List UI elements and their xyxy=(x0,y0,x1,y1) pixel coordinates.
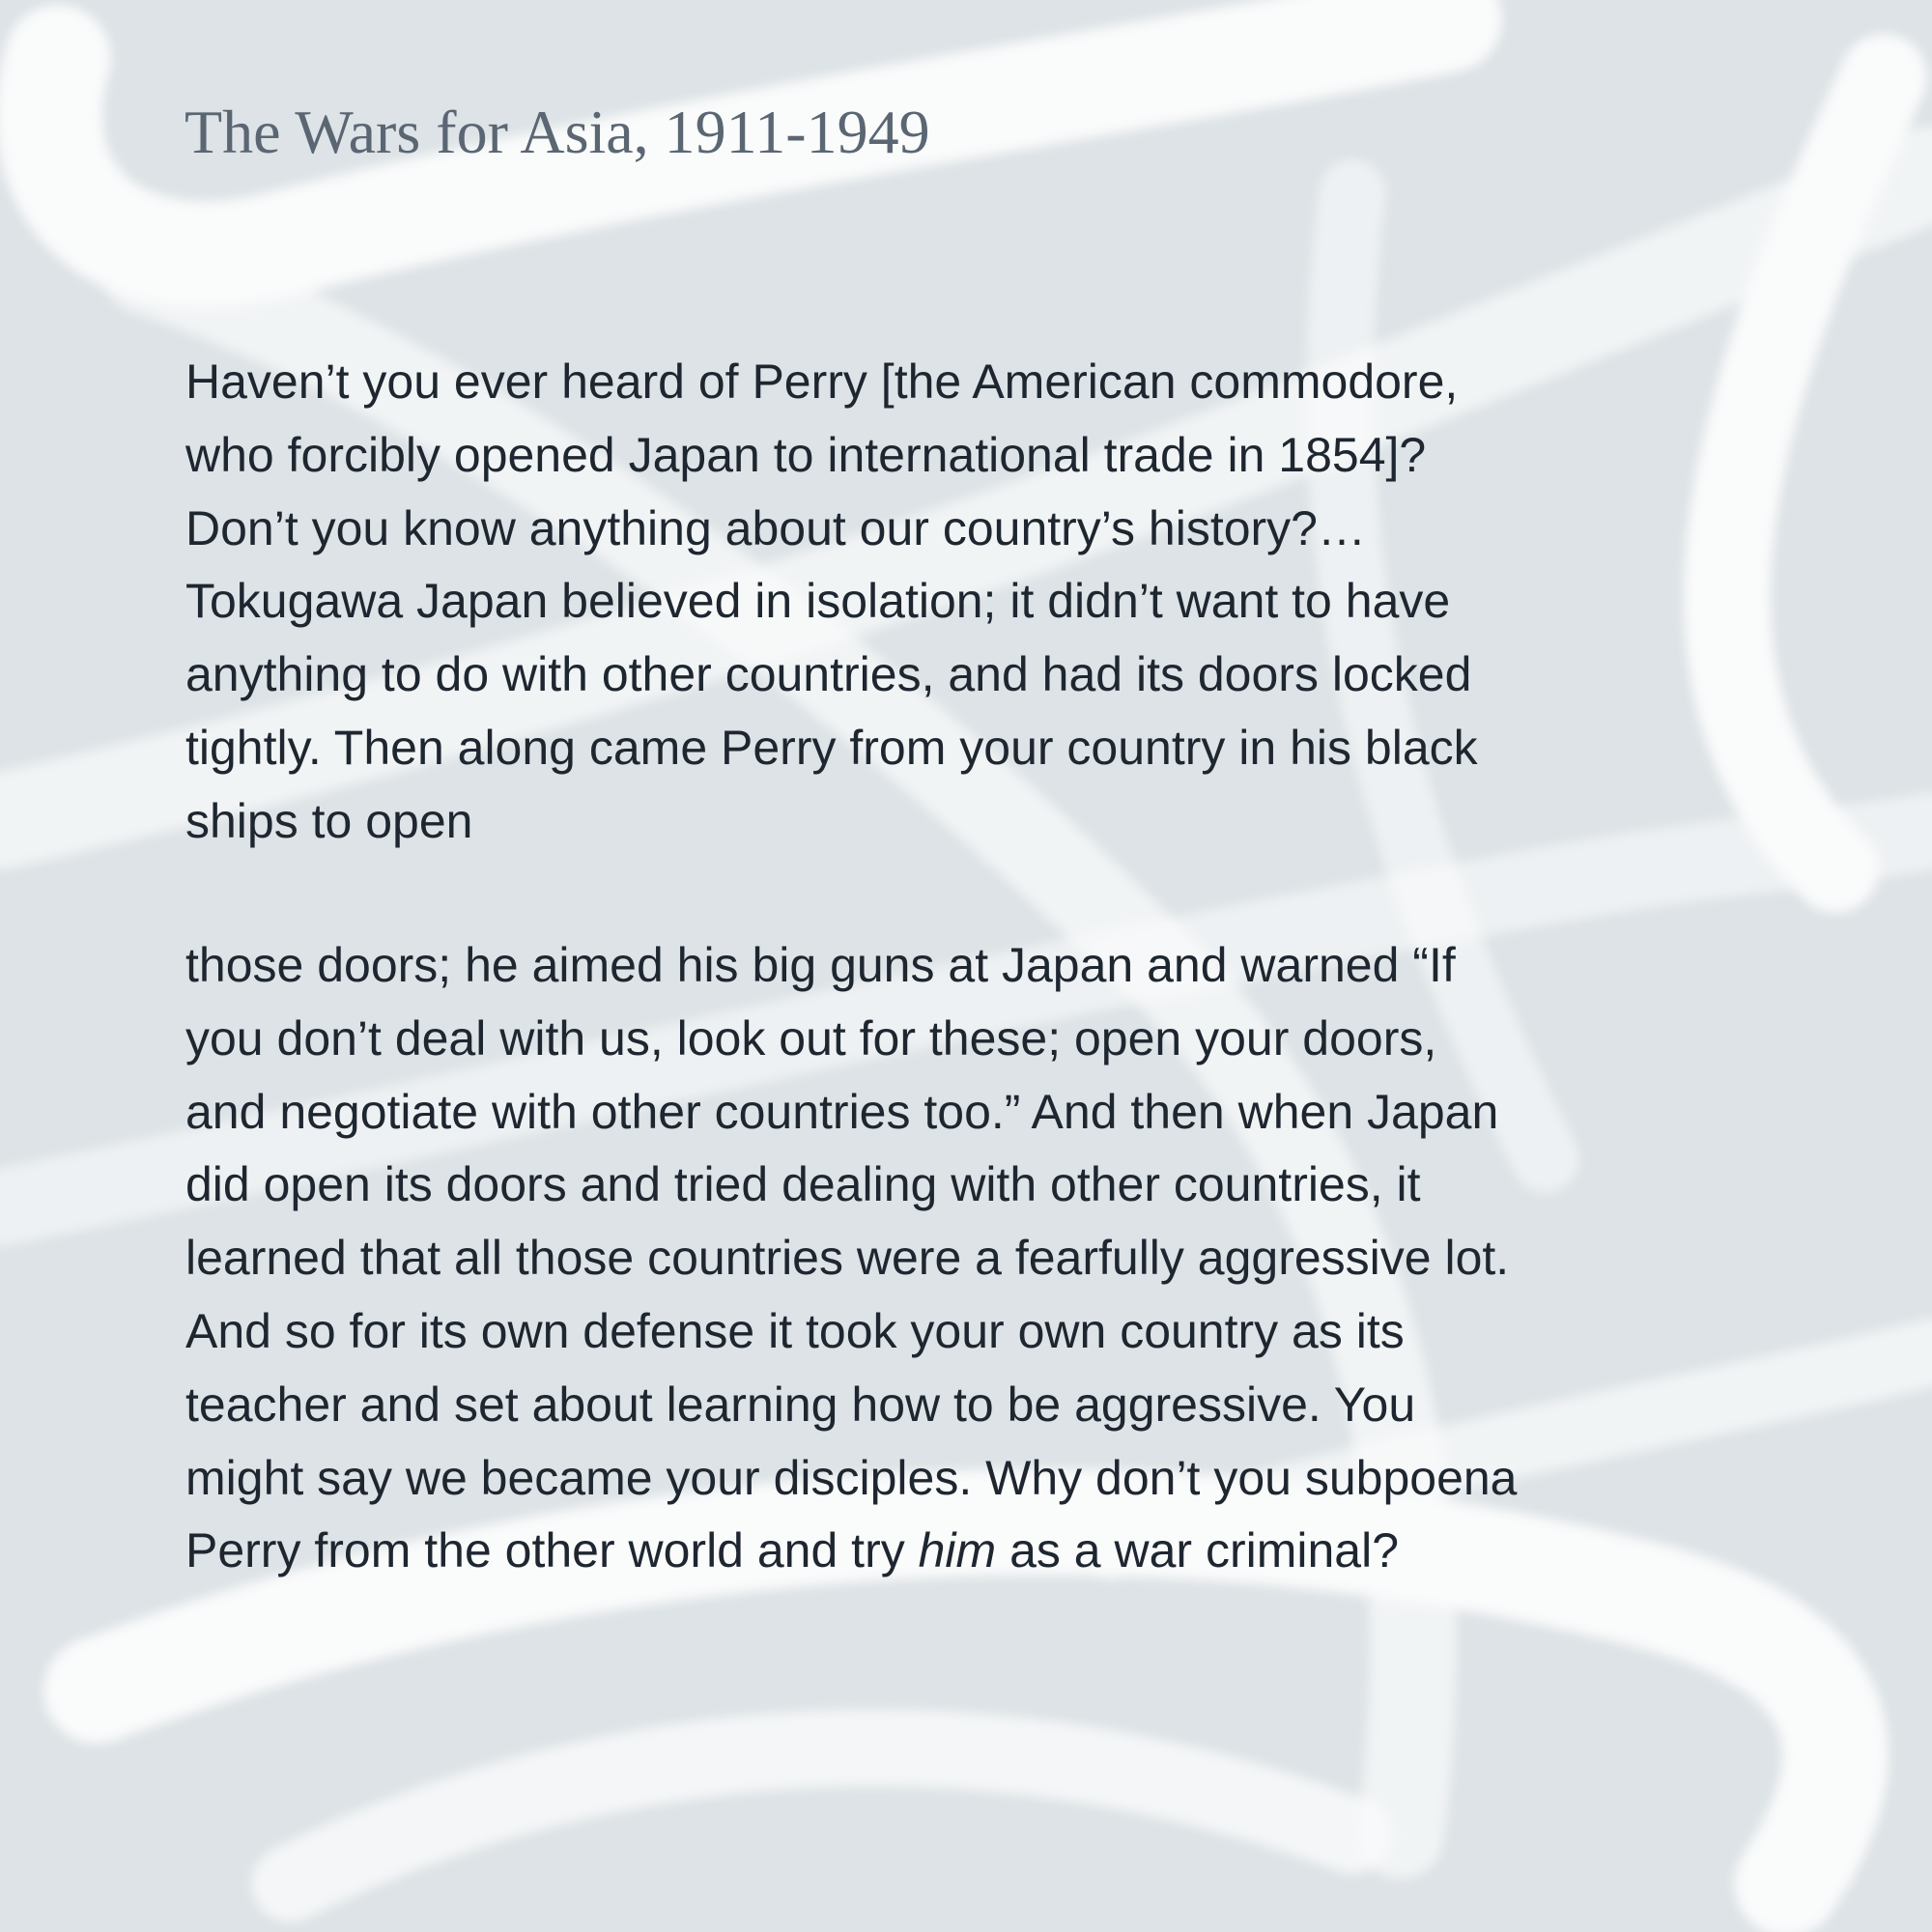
text-line: did open its doors and tried dealing with other countries, it xyxy=(185,1157,1421,1212)
text-line: And so for its own defense it took your own country as its xyxy=(185,1303,1405,1358)
text-line: who forcibly opened Japan to international trade in 1854]? xyxy=(185,427,1427,482)
text-segment: as a war criminal? xyxy=(996,1523,1399,1578)
italic-emphasis: him xyxy=(918,1523,997,1578)
text-line: ships to open xyxy=(185,793,473,848)
text-line: Tokugawa Japan believed in isolation; it didn’t want to have xyxy=(185,574,1451,629)
text-line: you don’t deal with us, look out for these; open your doors, xyxy=(185,1010,1437,1065)
text-line: anything to do with other countries, and had its doors locked xyxy=(185,647,1472,702)
text-line-last xyxy=(185,1515,1518,1588)
text-line: Haven’t you ever heard of Perry [the American commodore, xyxy=(185,355,1459,409)
text-line: Don’t you know anything about our country’s history?… xyxy=(185,500,1366,555)
text-segment: Perry from the other world and try xyxy=(185,1523,919,1578)
quote-paragraph-2 xyxy=(185,929,1518,1588)
text-line: learned that all those countries were a fearfully aggressive lot. xyxy=(185,1231,1510,1286)
quote-paragraph-1 xyxy=(185,346,1478,859)
text-line: tightly. Then along came Perry from your country in his black xyxy=(185,720,1478,775)
page-title: The Wars for Asia, 1911-1949 xyxy=(185,98,930,166)
text-line: teacher and set about learning how to be aggressive. You xyxy=(185,1377,1416,1432)
text-line: those doors; he aimed his big guns at Japan and warned “If xyxy=(185,938,1456,992)
text-line: and negotiate with other countries too.” And then when Japan xyxy=(185,1084,1499,1139)
text-line: might say we became your disciples. Why don’t you subpoena xyxy=(185,1450,1518,1505)
